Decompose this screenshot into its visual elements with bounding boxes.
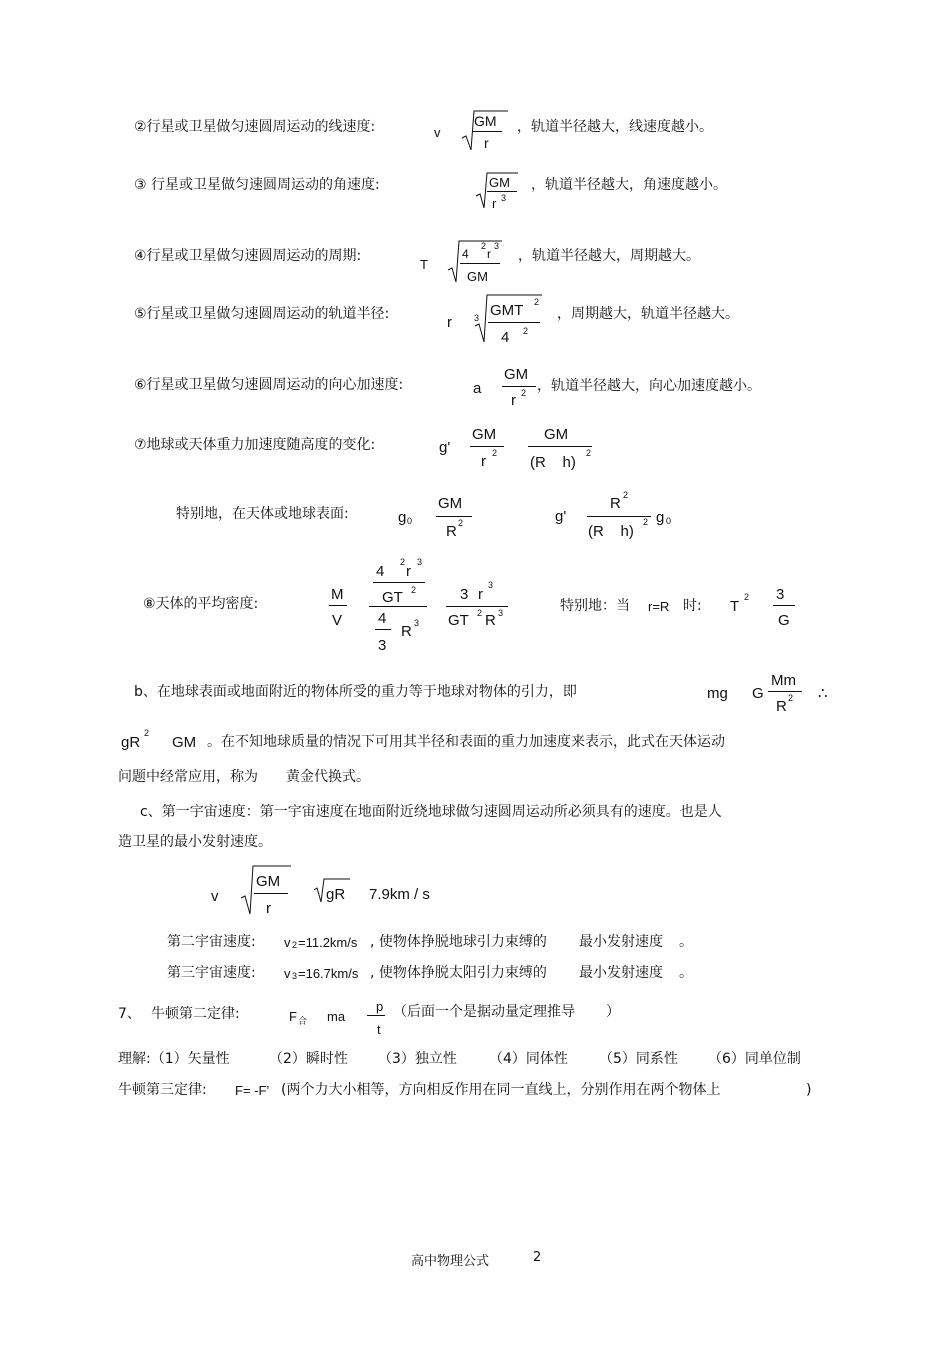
fraction-bar — [472, 131, 502, 132]
item-4-note: ，轨道半径越大，周期越大。 — [518, 248, 700, 264]
therefore-symbol: ∴ — [818, 685, 828, 702]
v2-desc: , 使物体挣脱地球引力束缚的 — [370, 934, 547, 950]
v3-rest: =16.7km/s — [298, 966, 359, 981]
item-7-exp1: 2 — [492, 448, 498, 458]
understand-5: （5）同系性 — [599, 1051, 678, 1067]
item-6-note: ，轨道半径越大，向心加速度越小。 — [537, 378, 761, 394]
newton2-note: （后面一个是据动量定理推导 — [393, 1004, 575, 1020]
item-8-V: V — [332, 612, 343, 629]
v2-min: 最小发射速度 — [579, 934, 663, 950]
item-8-R3: 3 — [414, 618, 420, 628]
v3-min: 最小发射速度 — [579, 965, 663, 981]
fraction-bar — [436, 516, 472, 517]
item-6-num: GM — [504, 366, 529, 383]
item-8-T: T — [730, 598, 740, 615]
fraction-bar — [768, 691, 802, 692]
item-5-den-exp: 2 — [523, 326, 529, 336]
v3-v: v — [284, 966, 291, 981]
c-v: v — [211, 888, 219, 905]
understand-2: （2）瞬时性 — [269, 1051, 348, 1067]
item-4-num-exp: 2 — [481, 241, 487, 251]
item-5-lhs: r — [447, 314, 452, 331]
item-3-exp: 3 — [501, 193, 507, 203]
item-8-c1: GT — [448, 612, 469, 629]
understand-1: 理解:（1）矢量性 — [118, 1051, 230, 1067]
item-5-den: 4 — [501, 329, 510, 346]
item-4-lhs: T — [420, 257, 428, 272]
special-g0: g — [398, 509, 407, 526]
item-8-a: 4 — [376, 563, 385, 580]
c-gR: gR — [326, 886, 346, 903]
item-6-lhs: a — [473, 380, 482, 397]
special-label: 特别地，在天体或地球表面: — [176, 506, 349, 522]
newton2-p: p — [376, 999, 384, 1014]
item-6-den: r — [511, 392, 516, 409]
gold-GM: GM — [172, 734, 197, 751]
item-8-special: 特别地：当 — [560, 598, 630, 614]
v2-sub: 2 — [292, 940, 298, 950]
c-text2: 造卫星的最小发射速度。 — [118, 834, 272, 850]
gold-exp: 2 — [144, 728, 150, 738]
newton3-eq: F= -F’ — [235, 1083, 270, 1098]
item-7-lhs: g' — [439, 439, 451, 456]
item-8-R: R — [401, 623, 412, 640]
item-8-Texp: 2 — [744, 592, 750, 602]
fraction-bar — [446, 606, 508, 607]
footer-title: 高中物理公式 — [411, 1254, 490, 1269]
fraction-bar — [460, 263, 500, 264]
special-num: GM — [438, 495, 463, 512]
item-2-lhs: v — [434, 125, 441, 140]
fraction-bar — [373, 582, 425, 583]
fraction-bar — [488, 322, 540, 323]
item-5-num-exp: 2 — [534, 297, 540, 307]
fraction-bar — [773, 605, 795, 606]
v3-label: 第三宇宙速度: — [167, 965, 256, 981]
b-exp: 2 — [788, 693, 794, 703]
newton2-close: ） — [606, 1004, 620, 1020]
b-num: Mm — [771, 672, 796, 689]
special-tail: g — [656, 509, 665, 526]
v3-end: 。 — [679, 965, 693, 981]
item-7-den1: r — [481, 453, 486, 470]
item-7-den2: (R h) — [530, 454, 576, 471]
newton2-num: 7、 — [118, 1006, 141, 1022]
newton2-F: F — [289, 1009, 297, 1024]
item-2-num: GM — [474, 113, 497, 129]
b-mg: mg — [707, 685, 728, 702]
understand-6: （6）同单位制 — [708, 1051, 801, 1067]
special-num2-exp: 2 — [623, 490, 629, 500]
fraction-bar — [528, 446, 592, 447]
gold-gR: gR — [121, 734, 141, 751]
gold-name: 黄金代换式。 — [286, 769, 370, 785]
item-8-G: G — [778, 612, 790, 629]
item-3-num: GM — [489, 175, 510, 190]
special-den: R — [446, 523, 457, 540]
item-8-when: 时: — [683, 598, 702, 614]
fraction-bar — [487, 191, 517, 192]
item-8-a2: 2 — [400, 557, 406, 567]
item-7-num1: GM — [472, 426, 497, 443]
item-8-n3: 3 — [776, 586, 785, 603]
item-4-den: GM — [467, 269, 488, 284]
item-3-label: ③ 行星或卫星做匀速圆周运动的角速度: — [134, 177, 380, 193]
item-8-gt2: 2 — [411, 585, 417, 595]
item-5-index: 3 — [474, 313, 480, 323]
item-6-exp: 2 — [521, 388, 527, 398]
understand-3: （3）独立性 — [378, 1051, 457, 1067]
item-8-label: ⑧天体的平均密度: — [143, 596, 259, 612]
item-8-b2: r — [478, 586, 483, 603]
item-2-den: r — [484, 135, 489, 151]
item-8-c2: 2 — [477, 608, 483, 618]
special-tail-sub: 0 — [666, 516, 672, 526]
item-5-label: ⑤行星或卫星做匀速圆周运动的轨道半径: — [134, 306, 390, 322]
v2-rest: =11.2km/s — [298, 935, 358, 950]
special-num2: R — [610, 495, 621, 512]
item-4-num-r-exp: 3 — [494, 241, 500, 251]
item-7-label: ⑦地球或天体重力加速度随高度的变化: — [134, 437, 376, 453]
v2-end: 。 — [679, 934, 693, 950]
fraction-bar — [367, 1015, 385, 1016]
fraction-bar — [375, 629, 391, 630]
fraction-bar — [587, 516, 651, 517]
item-8-a3: r — [406, 563, 411, 580]
item-4-label: ④行星或卫星做匀速圆周运动的周期: — [134, 248, 362, 264]
item-7-num2: GM — [544, 426, 569, 443]
b-den: R — [776, 698, 787, 715]
item-8-f3: 3 — [378, 637, 387, 654]
v3-sub: 3 — [292, 971, 298, 981]
newton3-label: 牛顿第三定律: — [118, 1082, 207, 1098]
item-4-num-4: 4 — [462, 247, 469, 261]
item-3-den: r — [492, 196, 497, 211]
item-2-note: ，轨道半径越大，线速度越小。 — [517, 119, 713, 135]
special-den2-exp: 2 — [643, 517, 649, 527]
fraction-bar — [254, 893, 288, 894]
special-den2: (R h) — [588, 523, 634, 540]
item-8-f4: 4 — [378, 610, 387, 627]
item-8-gt: GT — [382, 589, 403, 606]
newton2-F-sub: 合 — [298, 1016, 308, 1026]
c-val: 7.9km / s — [369, 886, 430, 903]
item-8-b3: 3 — [488, 580, 494, 590]
item-8-c4: 3 — [498, 608, 504, 618]
v3-desc: , 使物体挣脱太阳引力束缚的 — [370, 965, 547, 981]
c-num: GM — [256, 873, 281, 890]
special-g0-sub: 0 — [407, 516, 413, 526]
newton2-ma: ma — [327, 1009, 346, 1024]
item-8-c3: R — [485, 612, 496, 629]
newton3-desc: (两个力大小相等，方向相反作用在同一直线上，分别作用在两个物体上 — [281, 1082, 721, 1098]
fraction-bar-main — [369, 606, 427, 607]
item-8-cond: r=R — [648, 599, 670, 614]
item-5-note: ，周期越大，轨道半径越大。 — [557, 306, 739, 322]
c-text1: c、第一宇宙速度：第一宇宙速度在地面附近绕地球做匀速圆周运动所必须具有的速度。也是人 — [140, 804, 722, 820]
special-g2: g' — [555, 508, 567, 525]
item-8-a4: 3 — [417, 557, 423, 567]
newton2-label: 牛顿第二定律: — [151, 1006, 240, 1022]
item-3-note: ，轨道半径越大，角速度越小。 — [531, 177, 727, 193]
fraction-bar — [329, 605, 347, 606]
c-den: r — [266, 900, 271, 917]
v2-label: 第二宇宙速度: — [167, 934, 256, 950]
page-number: 2 — [533, 1250, 542, 1265]
item-8-b1: 3 — [460, 586, 469, 603]
fraction-bar — [470, 446, 504, 447]
fraction-bar — [502, 386, 536, 387]
b-text: b、在地球表面或地面附近的物体所受的重力等于地球对物体的引力，即 — [134, 684, 577, 700]
newton2-t: t — [377, 1022, 381, 1037]
gold-text2: 问题中经常应用，称为 — [118, 769, 258, 785]
item-2-label: ②行星或卫星做匀速圆周运动的线速度: — [134, 119, 376, 135]
item-5-num: GMT — [490, 302, 524, 319]
gold-text1: 。在不知地球质量的情况下可用其半径和表面的重力加速度来表示，此式在天体运动 — [207, 734, 725, 750]
newton3-close: ) — [806, 1082, 812, 1098]
item-6-label: ⑥行星或卫星做匀速圆周运动的向心加速度: — [134, 377, 404, 393]
item-4-num-r: r — [487, 247, 491, 261]
understand-4: （4）同体性 — [489, 1051, 568, 1067]
special-exp: 2 — [458, 518, 464, 528]
b-G: G — [752, 685, 764, 702]
item-8-M: M — [331, 586, 344, 603]
item-7-exp2: 2 — [586, 448, 592, 458]
v2-v: v — [284, 935, 291, 950]
